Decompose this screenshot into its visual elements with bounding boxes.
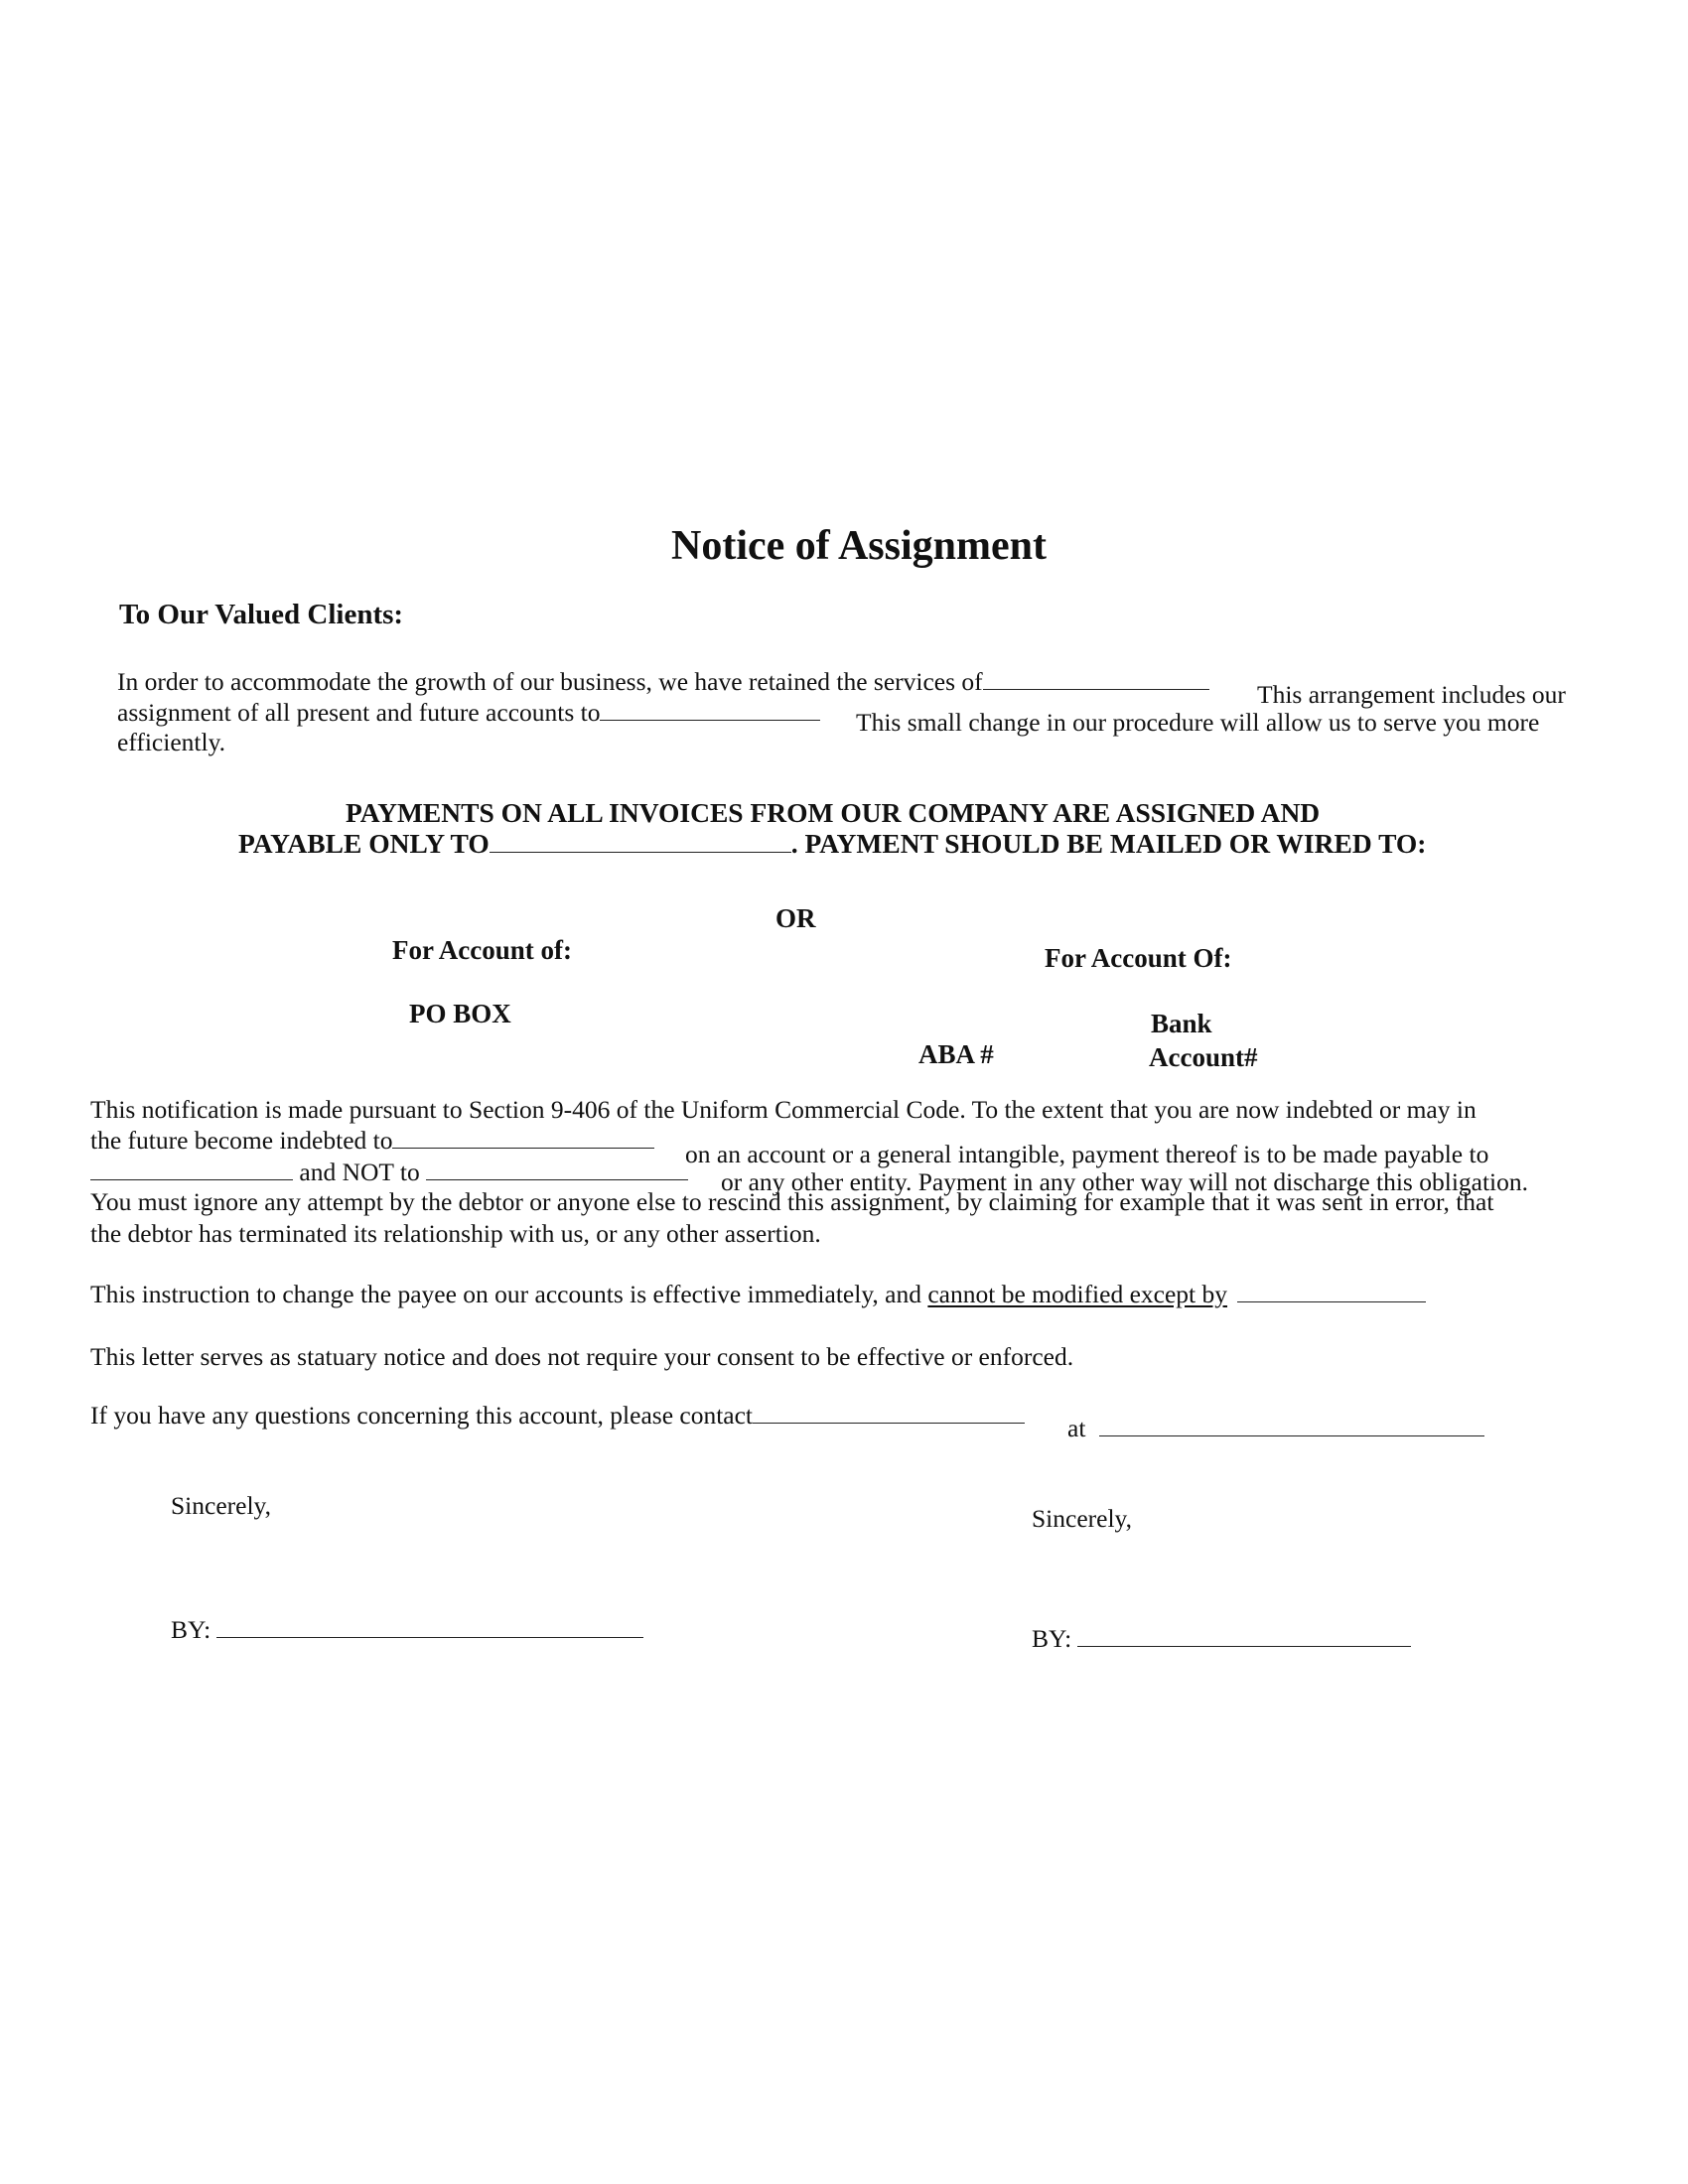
notification-line-4: You must ignore any attempt by the debtor or anyone else to rescind this assignment, by claiming for example that it was sent in error, that xyxy=(90,1187,1494,1216)
bank-label: Bank xyxy=(1151,1009,1212,1038)
notification-line-3-text-b: or any other entity. Payment in any other way will not discharge this obligation. xyxy=(721,1167,1529,1196)
left-closing: Sincerely, xyxy=(171,1491,272,1520)
payments-line-2-text-b: . PAYMENT SHOULD BE MAILED OR WIRED TO: xyxy=(790,828,1427,859)
notification-line-5: the debtor has terminated its relationship with us, or any other assertion. xyxy=(90,1219,821,1248)
notification-line-1: This notification is made pursuant to Section 9-406 of the Uniform Commercial Code. To the extent that you are now indebted or may in xyxy=(90,1095,1477,1124)
contact-name-blank[interactable] xyxy=(753,1401,1025,1424)
notification-line-2 xyxy=(90,1126,654,1156)
intro-line-1-text-b: This arrangement includes our xyxy=(1257,680,1566,709)
right-closing: Sincerely, xyxy=(1032,1504,1133,1533)
contact-info-blank[interactable] xyxy=(1099,1414,1484,1436)
notification-line-2-text-b: on an account or a general intangible, payment thereof is to be made payable to xyxy=(685,1140,1489,1168)
right-by-label: BY: xyxy=(1032,1624,1072,1653)
intro-line-1-text-a: In order to accommodate the growth of our business, we have retained the services of xyxy=(117,667,983,696)
contact-text-a: If you have any questions concerning this account, please contact xyxy=(90,1401,754,1430)
right-signature-line xyxy=(1032,1624,1411,1654)
instruction-text-b: cannot be modified except by xyxy=(927,1280,1228,1308)
contact-line-right xyxy=(1067,1414,1484,1443)
left-for-account-label: For Account of: xyxy=(392,935,572,965)
intro-line-3: efficiently. xyxy=(117,728,226,756)
notification-line-3 xyxy=(90,1158,688,1187)
right-signature-blank[interactable] xyxy=(1077,1624,1411,1647)
not-to-blank[interactable] xyxy=(426,1158,688,1180)
intro-line-2 xyxy=(117,698,820,728)
payable-to-entity-blank[interactable] xyxy=(90,1158,293,1180)
aba-number-label: ABA # xyxy=(918,1039,994,1069)
intro-line-2-text-a: assignment of all present and future accounts to xyxy=(117,698,601,727)
intro-line-2-text-b: This small change in our procedure will allow us to serve you more xyxy=(856,708,1540,737)
intro-line-1 xyxy=(117,667,1209,697)
assigned-to-blank[interactable] xyxy=(600,698,820,721)
left-by-label: BY: xyxy=(171,1615,211,1644)
salutation: To Our Valued Clients: xyxy=(119,599,404,630)
modified-by-blank[interactable] xyxy=(1237,1280,1426,1302)
left-signature-line xyxy=(171,1615,643,1645)
notification-line-3-text-a: and NOT to xyxy=(299,1158,420,1186)
instruction-line xyxy=(90,1280,1426,1309)
payments-line-1: PAYMENTS ON ALL INVOICES FROM OUR COMPANY ARE ASSIGNED AND xyxy=(346,797,1321,828)
instruction-text-a: This instruction to change the payee on our accounts is effective immediately, and xyxy=(90,1280,928,1308)
payments-line-2 xyxy=(238,828,1426,860)
or-label: OR xyxy=(775,903,816,933)
contact-text-b: at xyxy=(1067,1414,1086,1442)
bank-account-label: Account# xyxy=(1149,1042,1258,1072)
statutory-notice: This letter serves as statuary notice and does not require your consent to be effective or enforced. xyxy=(90,1342,1074,1371)
notification-line-2-text-a: the future become indebted to xyxy=(90,1126,393,1155)
indebted-to-blank[interactable] xyxy=(392,1126,654,1149)
payments-line-2-text-a: PAYABLE ONLY TO xyxy=(238,828,490,859)
contact-line xyxy=(90,1401,1025,1431)
payable-to-blank[interactable] xyxy=(490,830,791,853)
left-signature-blank[interactable] xyxy=(216,1615,643,1638)
document-title: Notice of Assignment xyxy=(671,523,1047,569)
right-for-account-label: For Account Of: xyxy=(1045,943,1232,973)
po-box-label: PO BOX xyxy=(409,999,511,1028)
services-of-blank[interactable] xyxy=(983,667,1209,690)
